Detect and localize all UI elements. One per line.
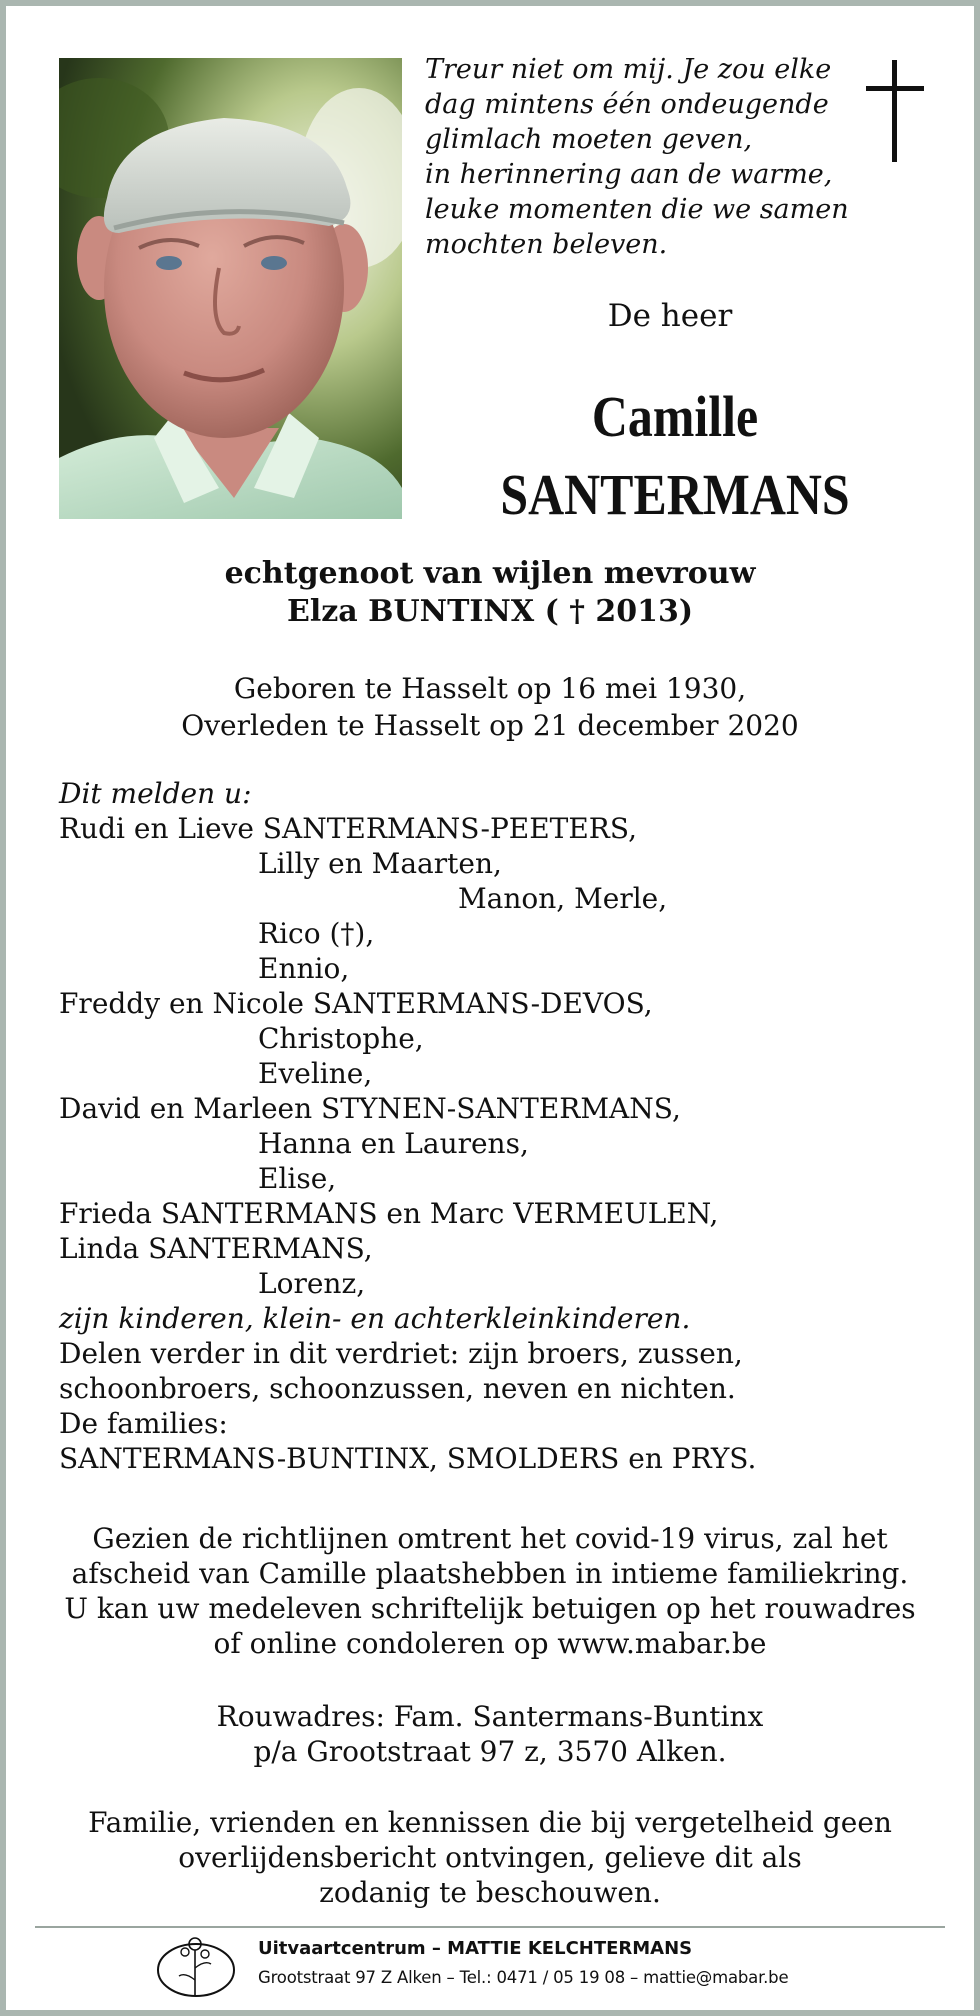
footer-divider	[35, 1926, 945, 1928]
family-line: Delen verder in dit verdriet: zijn broers, zussen,	[59, 1337, 743, 1370]
family-line: SANTERMANS-BUNTINX, SMOLDERS en PRYS.	[59, 1442, 757, 1475]
family-intro: Dit melden u:	[59, 777, 252, 810]
closing-notice	[0, 1805, 980, 1910]
funeral-home-contact: Grootstraat 97 Z Alken – Tel.: 0471 / 05 19 08 – mattie@mabar.be	[258, 1968, 789, 1987]
family-line: Manon, Merle,	[458, 882, 668, 915]
family-line: schoonbroers, schoonzussen, neven en nichten.	[59, 1372, 736, 1405]
funeral-home-name: Uitvaartcentrum – MATTIE KELCHTERMANS	[258, 1938, 693, 1959]
notice-line: U kan uw medeleven schriftelijk betuigen op het rouwadres	[64, 1592, 916, 1625]
family-line: Freddy en Nicole SANTERMANS-DEVOS,	[59, 987, 653, 1020]
deceased-name	[486, 378, 864, 534]
closing-line: overlijdensbericht ontvingen, gelieve dit als	[178, 1841, 802, 1874]
quote-line: leuke momenten die we samen	[425, 194, 849, 225]
family-line: Christophe,	[258, 1022, 424, 1055]
funeral-home-logo	[155, 1930, 237, 2002]
address-line: p/a Grootstraat 97 z, 3570 Alken.	[253, 1735, 727, 1768]
portrait-photo	[59, 58, 402, 519]
notice-line: afscheid van Camille plaatshebben in intieme familiekring.	[71, 1557, 909, 1590]
quote-line: dag mintens één ondeugende	[425, 89, 829, 120]
last-name: SANTERMANS	[500, 462, 850, 527]
family-line: De families:	[59, 1407, 228, 1440]
notice-line: Gezien de richtlijnen omtrent het covid-19 virus, zal het	[92, 1522, 888, 1555]
quote-line: mochten beleven.	[425, 229, 668, 260]
family-line: Elise,	[258, 1162, 337, 1195]
family-line: Ennio,	[258, 952, 350, 985]
cross-icon	[866, 60, 924, 162]
family-line: Frieda SANTERMANS en Marc VERMEULEN,	[59, 1197, 719, 1230]
family-line: Lilly en Maarten,	[258, 847, 502, 880]
quote-line: in herinnering aan de warme,	[425, 159, 833, 190]
spouse-line: Elza BUNTINX ( † 2013)	[286, 594, 694, 629]
closing-line: zodanig te beschouwen.	[319, 1876, 661, 1909]
family-line: Lorenz,	[258, 1267, 366, 1300]
family-line: David en Marleen STYNEN-SANTERMANS,	[59, 1092, 681, 1125]
salutation: De heer	[607, 298, 733, 334]
death-date: Overleden te Hasselt op 21 december 2020	[181, 709, 799, 742]
quote-text	[425, 52, 855, 262]
notice-line: of online condoleren op www.mabar.be	[213, 1627, 767, 1660]
address-line: Rouwadres: Fam. Santermans-Buntinx	[216, 1700, 764, 1733]
family-line: Hanna en Laurens,	[258, 1127, 529, 1160]
covid-notice	[0, 1521, 980, 1661]
mourning-address	[0, 1699, 980, 1769]
spouse-info	[0, 555, 980, 631]
footer	[258, 1935, 908, 1993]
family-line: Linda SANTERMANS,	[59, 1232, 373, 1265]
family-line: Rico (†),	[258, 917, 375, 950]
spouse-line: echtgenoot van wijlen mevrouw	[224, 556, 756, 591]
closing-line: Familie, vrienden en kennissen die bij vergetelheid geen	[88, 1806, 892, 1839]
first-name: Camille	[591, 384, 759, 449]
family-line: Eveline,	[258, 1057, 373, 1090]
family-list	[59, 776, 939, 1476]
quote-line: Treur niet om mij. Je zou elke	[425, 54, 832, 85]
birth-date: Geboren te Hasselt op 16 mei 1930,	[233, 672, 747, 705]
family-line: Rudi en Lieve SANTERMANS-PEETERS,	[59, 812, 637, 845]
life-dates	[0, 670, 980, 744]
family-relation: zijn kinderen, klein- en achterkleinkinderen.	[59, 1302, 691, 1335]
quote-line: glimlach moeten geven,	[425, 124, 753, 155]
